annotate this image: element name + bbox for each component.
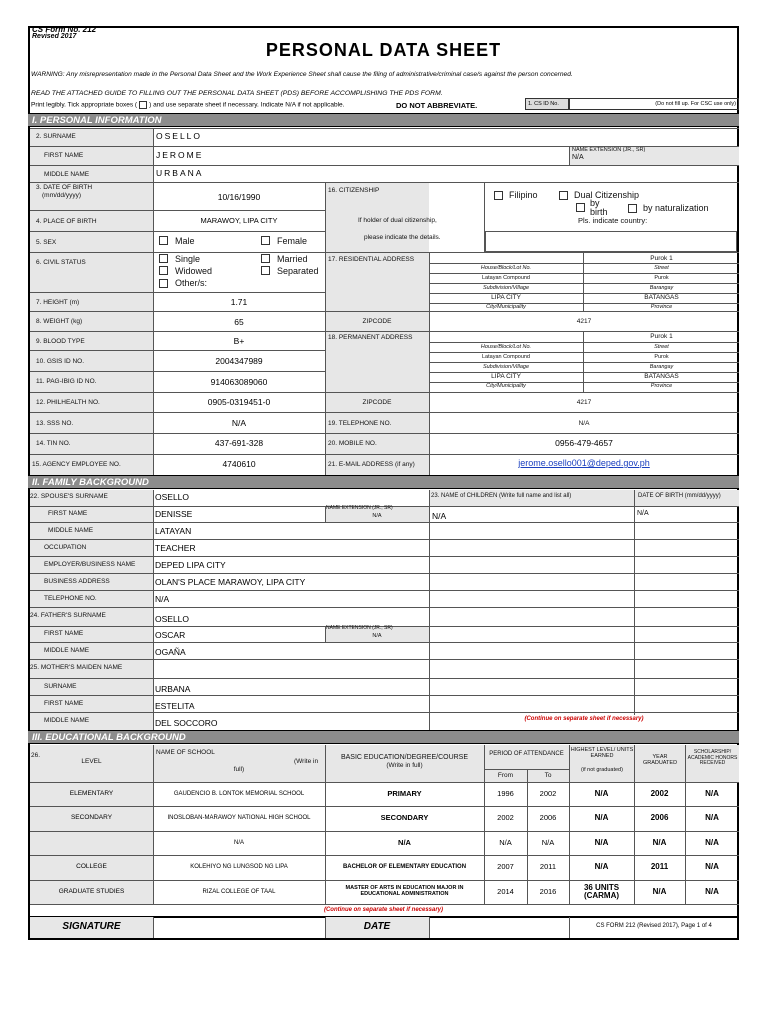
sp-surname-label: 22. SPOUSE'S SURNAME	[30, 493, 108, 500]
by-naturalization-checkbox[interactable]	[628, 204, 637, 213]
edu-level-cell: SECONDARY	[70, 813, 113, 821]
signature-field[interactable]	[154, 918, 324, 937]
perm-brgy-label: Barangay	[649, 364, 674, 370]
edu-school-header: NAME OF SCHOOL	[156, 749, 215, 756]
edu-course-cell[interactable]: MASTER OF ARTS IN EDUCATION MAJOR IN EDUCATIONAL ADMINISTRATION	[345, 885, 464, 897]
res-village[interactable]: Latayan Compound	[481, 275, 530, 281]
edu-to-cell[interactable]: N/A	[541, 838, 555, 848]
father-middle-value[interactable]: OGAÑA	[155, 647, 186, 657]
female-label: Female	[277, 236, 308, 246]
occupation-value[interactable]: TEACHER	[155, 543, 196, 553]
pob-value[interactable]: MARAWOY, LIPA CITY	[200, 216, 278, 225]
married-checkbox[interactable]	[261, 254, 270, 263]
business-address-value[interactable]: OLAN'S PLACE MARAWOY, LIPA CITY	[155, 577, 306, 587]
section-personal-info: I. PERSONAL INFORMATION	[28, 113, 739, 127]
edu-from-cell[interactable]: 2002	[497, 813, 514, 823]
res-house-label: House/Block/Lot No.	[480, 265, 532, 271]
edu-units-header-2: (if not graduated)	[581, 767, 623, 773]
dual-note-1: If holder of dual citizenship,	[358, 217, 437, 224]
surname-value[interactable]: OSELLO	[156, 131, 203, 141]
no-abbreviate: DO NOT ABBREVIATE.	[396, 101, 478, 110]
female-checkbox[interactable]	[261, 236, 270, 245]
edu-school-cell[interactable]: KOLEHIYO NG LUNGSOD NG LIPA	[190, 863, 288, 870]
edu-to-cell[interactable]: 2002	[539, 789, 557, 799]
dual-note-2: please indicate the details.	[364, 234, 441, 241]
agency-label: 15. AGENCY EMPLOYEE NO.	[32, 461, 121, 468]
edu-from-cell[interactable]: 2014	[497, 887, 514, 897]
dob-value[interactable]: 10/16/1990	[217, 192, 261, 202]
perm-zip-label: ZIPCODE	[362, 399, 392, 406]
weight-label: 8. WEIGHT (kg)	[36, 318, 83, 325]
res-zip-label: ZIPCODE	[362, 318, 392, 325]
cs-id-label: 1. CS ID No.	[525, 98, 569, 110]
sp-surname-value[interactable]: OSELLO	[155, 492, 190, 502]
blood-value[interactable]: B+	[233, 336, 245, 346]
sex-label: 5. SEX	[36, 239, 57, 246]
dual-checkbox[interactable]	[559, 191, 568, 200]
tin-label: 14. TIN NO.	[36, 440, 71, 447]
edu-course-cell[interactable]: N/A	[398, 838, 411, 848]
res-prov[interactable]: BATANGAS	[644, 294, 679, 301]
sp-telephone-label: TELEPHONE NO.	[44, 595, 97, 602]
form-revised: Revised 2017	[32, 33, 77, 40]
edu-year-cell[interactable]: N/A	[652, 837, 667, 847]
cs-id-note: (Do not fill up. For CSC use only)	[569, 98, 739, 110]
edu-no: 26.	[31, 752, 41, 759]
employer-label: EMPLOYER/BUSINESS NAME	[44, 561, 136, 568]
edu-year-cell[interactable]: 2011	[650, 861, 669, 871]
father-first-value[interactable]: OSCAR	[155, 630, 186, 640]
sp-ext-value[interactable]: N/A	[372, 513, 382, 519]
res-city-label: City/Municipality	[486, 304, 526, 310]
mother-middle-value[interactable]: DEL SOCCORO	[155, 718, 218, 728]
edu-honors-cell[interactable]: N/A	[705, 788, 719, 798]
edu-year-cell[interactable]: 2002	[650, 788, 669, 798]
pagibig-value[interactable]: 914063089060	[210, 377, 268, 387]
perm-city[interactable]: LIPA CITY	[491, 373, 521, 380]
philhealth-label: 12. PHILHEALTH NO.	[36, 399, 100, 406]
edu-honors-cell[interactable]: N/A	[705, 812, 719, 822]
edu-school-cell[interactable]: INOSLOBAN-MARAWOY NATIONAL HIGH SCHOOL	[167, 814, 311, 821]
citizenship-label: 16. CITIZENSHIP	[328, 187, 380, 194]
page-footer: CS FORM 212 (Revised 2017), Page 1 of 4	[596, 923, 712, 929]
widowed-checkbox[interactable]	[159, 266, 168, 275]
edu-year-cell[interactable]: 2006	[650, 812, 669, 822]
res-house[interactable]: Purok 1	[650, 255, 673, 262]
edu-units-cell[interactable]: N/A	[594, 788, 609, 798]
first-name-label: FIRST NAME	[44, 152, 84, 159]
email-value[interactable]: jerome.osello001@deped.gov.ph	[518, 458, 650, 468]
edu-units-cell[interactable]: N/A	[594, 812, 609, 822]
edu-level-cell: COLLEGE	[76, 862, 107, 870]
telephone-value[interactable]: N/A	[578, 420, 590, 427]
res-street[interactable]: Street	[654, 265, 669, 271]
perm-village[interactable]: Latayan Compound	[481, 354, 530, 360]
edu-honors-cell[interactable]: N/A	[705, 837, 719, 847]
fa-ext-label: NAME EXTENSION (JR., SR)	[326, 625, 393, 631]
widowed-label: Widowed	[175, 266, 213, 276]
pob-label: 4. PLACE OF BIRTH	[36, 218, 97, 225]
children-label: 23. NAME of CHILDREN (Write full name and list all)	[431, 493, 572, 499]
sp-first-label: FIRST NAME	[48, 510, 88, 517]
blood-label: 9. BLOOD TYPE	[36, 338, 85, 345]
edu-from-cell[interactable]: 2007	[497, 862, 514, 872]
edu-level-cell: ELEMENTARY	[69, 789, 114, 797]
filipino-checkbox[interactable]	[494, 191, 503, 200]
perm-house-label: House/Block/Lot No.	[480, 344, 532, 350]
sss-label: 13. SSS NO.	[36, 420, 74, 427]
child-name-value[interactable]: N/A	[432, 511, 447, 521]
warning-text: WARNING: Any misrepresentation made in the Personal Data Sheet and the Work Experience Sheet shall cause the filing of administrative/criminal case/s against the person concerned.	[31, 71, 573, 78]
sp-middle-label: MIDDLE NAME	[48, 527, 94, 534]
perm-village-label: Subdivision/Village	[482, 364, 530, 370]
family-label-column	[30, 490, 153, 730]
residential-label: 17. RESIDENTIAL ADDRESS	[328, 256, 415, 263]
separated-checkbox[interactable]	[261, 266, 270, 275]
edu-to-cell[interactable]: 2011	[539, 862, 557, 872]
filipino-label: Filipino	[509, 190, 538, 200]
business-address-label: BUSINESS ADDRESS	[44, 578, 110, 585]
edu-to-cell[interactable]: 2006	[539, 813, 557, 823]
res-brgy-label: Barangay	[649, 285, 674, 291]
edu-honors-header: SCHOLARSHIP/ ACADEMIC HONORS RECEIVED	[687, 749, 738, 766]
middle-name-value[interactable]: URBANA	[156, 168, 204, 178]
others-label: Other/s:	[175, 278, 208, 288]
mobile-value[interactable]: 0956-479-4657	[555, 438, 613, 448]
edu-from-header: From	[497, 772, 514, 779]
edu-course-header: BASIC EDUCATION/DEGREE/COURSE	[340, 754, 469, 761]
section-family-background: II. FAMILY BACKGROUND	[28, 475, 739, 489]
edu-course-cell[interactable]: PRIMARY	[387, 789, 422, 799]
agency-value[interactable]: 4740610	[222, 459, 256, 469]
edu-course-cell[interactable]: SECONDARY	[380, 813, 429, 823]
edu-continue-note: (Continue on separate sheet if necessary)	[323, 907, 444, 913]
mother-surname-label: SURNAME	[44, 683, 77, 690]
pagibig-label: 11. PAG-IBIG ID NO.	[36, 378, 97, 385]
name-ext-value[interactable]: N/A	[572, 154, 584, 161]
height-label: 7. HEIGHT (m)	[36, 299, 80, 306]
mother-middle-label: MIDDLE NAME	[44, 717, 90, 724]
perm-city-label: City/Municipality	[486, 383, 526, 389]
mobile-label: 20. MOBILE NO.	[328, 440, 377, 447]
label-column-2	[325, 182, 429, 475]
gsis-value[interactable]: 2004347989	[215, 356, 263, 366]
edu-course-header-2: (Write in full)	[386, 762, 423, 769]
middle-name-label: MIDDLE NAME	[44, 171, 90, 178]
father-surname-value[interactable]: OSELLO	[155, 614, 190, 624]
edu-school-header-2: (Write in	[294, 758, 319, 765]
single-checkbox[interactable]	[159, 254, 168, 263]
signature-label: SIGNATURE	[62, 921, 121, 932]
by-naturalization-label: by naturalization	[643, 203, 709, 213]
perm-sub[interactable]: Purok	[654, 354, 669, 360]
country-input[interactable]	[485, 231, 737, 252]
dob-format: (mm/dd/yyyy)	[42, 192, 81, 199]
indicate-country: Pls. indicate country:	[578, 216, 648, 225]
tin-value[interactable]: 437-691-328	[214, 438, 264, 448]
employer-value[interactable]: DEPED LIPA CITY	[155, 560, 226, 570]
res-sub[interactable]: Purok	[654, 275, 669, 281]
email-label: 21. E-MAIL ADDRESS (if any)	[328, 461, 415, 468]
res-city[interactable]: LIPA CITY	[491, 294, 521, 301]
name-ext-label: NAME EXTENSION (JR., SR)	[572, 147, 646, 153]
edu-level-header: LEVEL	[81, 758, 102, 765]
by-birth-label: by birth	[590, 198, 608, 218]
child-dob-label: DATE OF BIRTH (mm/dd/yyyy)	[638, 493, 721, 499]
edu-to-header: To	[544, 772, 552, 779]
mother-surname-value[interactable]: URBANA	[155, 684, 191, 694]
married-label: Married	[277, 254, 308, 264]
child-dob-value[interactable]: N/A	[637, 510, 649, 517]
perm-prov-label: Province	[650, 383, 673, 389]
edu-school-cell[interactable]: RIZAL COLLEGE OF TAAL	[202, 888, 276, 895]
permanent-label: 18. PERMANENT ADDRESS	[328, 334, 413, 341]
philhealth-value[interactable]: 0905-0319451-0	[207, 397, 271, 407]
res-prov-label: Province	[650, 304, 673, 310]
date-label: DATE	[363, 921, 391, 932]
guide-text: READ THE ATTACHED GUIDE TO FILLING OUT THE PERSONAL DATA SHEET (PDS) BEFORE ACCOMPLISHING THE PDS FORM.	[31, 90, 443, 97]
fa-ext-value[interactable]: N/A	[372, 633, 382, 639]
form-number: CS Form No. 212	[32, 25, 97, 34]
edu-school-header-3: full)	[233, 766, 245, 773]
single-label: Single	[175, 254, 201, 264]
perm-street[interactable]: Street	[654, 344, 669, 350]
dob-label: 3. DATE OF BIRTH	[36, 184, 93, 191]
edu-to-cell[interactable]: 2016	[539, 887, 557, 897]
family-continue-note: (Continue on separate sheet if necessary)	[524, 716, 644, 722]
male-label: Male	[175, 236, 195, 246]
edu-year-header: YEAR GRADUATED	[642, 754, 678, 767]
occupation-label: OCCUPATION	[44, 544, 87, 551]
dual-label: Dual Citizenship	[574, 190, 640, 200]
mother-first-label: FIRST NAME	[44, 700, 84, 707]
edu-honors-cell[interactable]: N/A	[705, 861, 719, 871]
mother-maiden-label: 25. MOTHER'S MAIDEN NAME	[30, 664, 123, 671]
edu-school-cell[interactable]: GAUDENCIO B. LONTOK MEMORIAL SCHOOL	[173, 790, 305, 797]
surname-label: 2. SURNAME	[36, 133, 76, 140]
sp-first-value[interactable]: DENISSE	[155, 509, 193, 519]
edu-from-cell[interactable]: 1996	[497, 789, 514, 799]
sss-value[interactable]: N/A	[231, 418, 247, 428]
by-birth-checkbox[interactable]	[576, 203, 585, 212]
perm-prov[interactable]: BATANGAS	[644, 373, 679, 380]
date-field[interactable]	[430, 918, 568, 937]
edu-course-cell[interactable]: BACHELOR OF ELEMENTARY EDUCATION	[342, 863, 467, 870]
edu-period-header: PERIOD OF ATTENDANCE	[489, 751, 564, 757]
edu-level-cell	[30, 831, 153, 855]
father-first-label: FIRST NAME	[44, 630, 84, 637]
edu-units-cell[interactable]: N/A	[594, 837, 609, 847]
edu-units-cell[interactable]: N/A	[594, 861, 609, 871]
edu-units-cell[interactable]: 36 UNITS (CARMA)	[583, 882, 620, 900]
height-value[interactable]: 1.71	[230, 297, 248, 307]
edu-level-cell: GRADUATE STUDIES	[58, 887, 125, 895]
res-zip[interactable]: 4217	[576, 318, 592, 325]
page-title: PERSONAL DATA SHEET	[265, 40, 502, 60]
telephone-label: 19. TELEPHONE NO.	[328, 420, 392, 427]
perm-house[interactable]: Purok 1	[650, 333, 673, 340]
perm-zip[interactable]: 4217	[576, 399, 592, 406]
mother-first-value[interactable]: ESTELITA	[155, 701, 195, 711]
father-middle-label: MIDDLE NAME	[44, 647, 90, 654]
male-checkbox[interactable]	[159, 236, 168, 245]
section-educational-background: III. EDUCATIONAL BACKGROUND	[28, 730, 739, 744]
edu-school-cell[interactable]: N/A	[233, 839, 244, 846]
sp-ext-label: NAME EXTENSION (JR., SR)	[326, 505, 393, 511]
separated-label: Separated	[277, 266, 319, 276]
edu-from-cell[interactable]: N/A	[499, 838, 512, 848]
weight-value[interactable]: 65	[234, 317, 244, 327]
tick-box-icon	[139, 101, 147, 109]
edu-honors-cell[interactable]: N/A	[705, 886, 719, 896]
father-surname-label: 24. FATHER'S SURNAME	[30, 612, 106, 619]
edu-year-cell[interactable]: N/A	[652, 886, 667, 896]
res-village-label: Subdivision/Village	[482, 285, 530, 291]
civil-status-label: 6. CIVIL STATUS	[36, 259, 86, 266]
first-name-value[interactable]: JEROME	[156, 150, 204, 160]
print-note: Print legibly. Tick appropriate boxes ( ) and use separate sheet if necessary. Indicate N/A if not applicable.	[31, 101, 345, 109]
gsis-label: 10. GSIS ID NO.	[36, 358, 85, 365]
sp-telephone-value[interactable]: N/A	[155, 594, 170, 604]
sp-middle-value[interactable]: LATAYAN	[155, 526, 192, 536]
others-checkbox[interactable]	[159, 279, 168, 288]
edu-units-header: HIGHEST LEVEL/ UNITS EARNED	[570, 747, 634, 760]
